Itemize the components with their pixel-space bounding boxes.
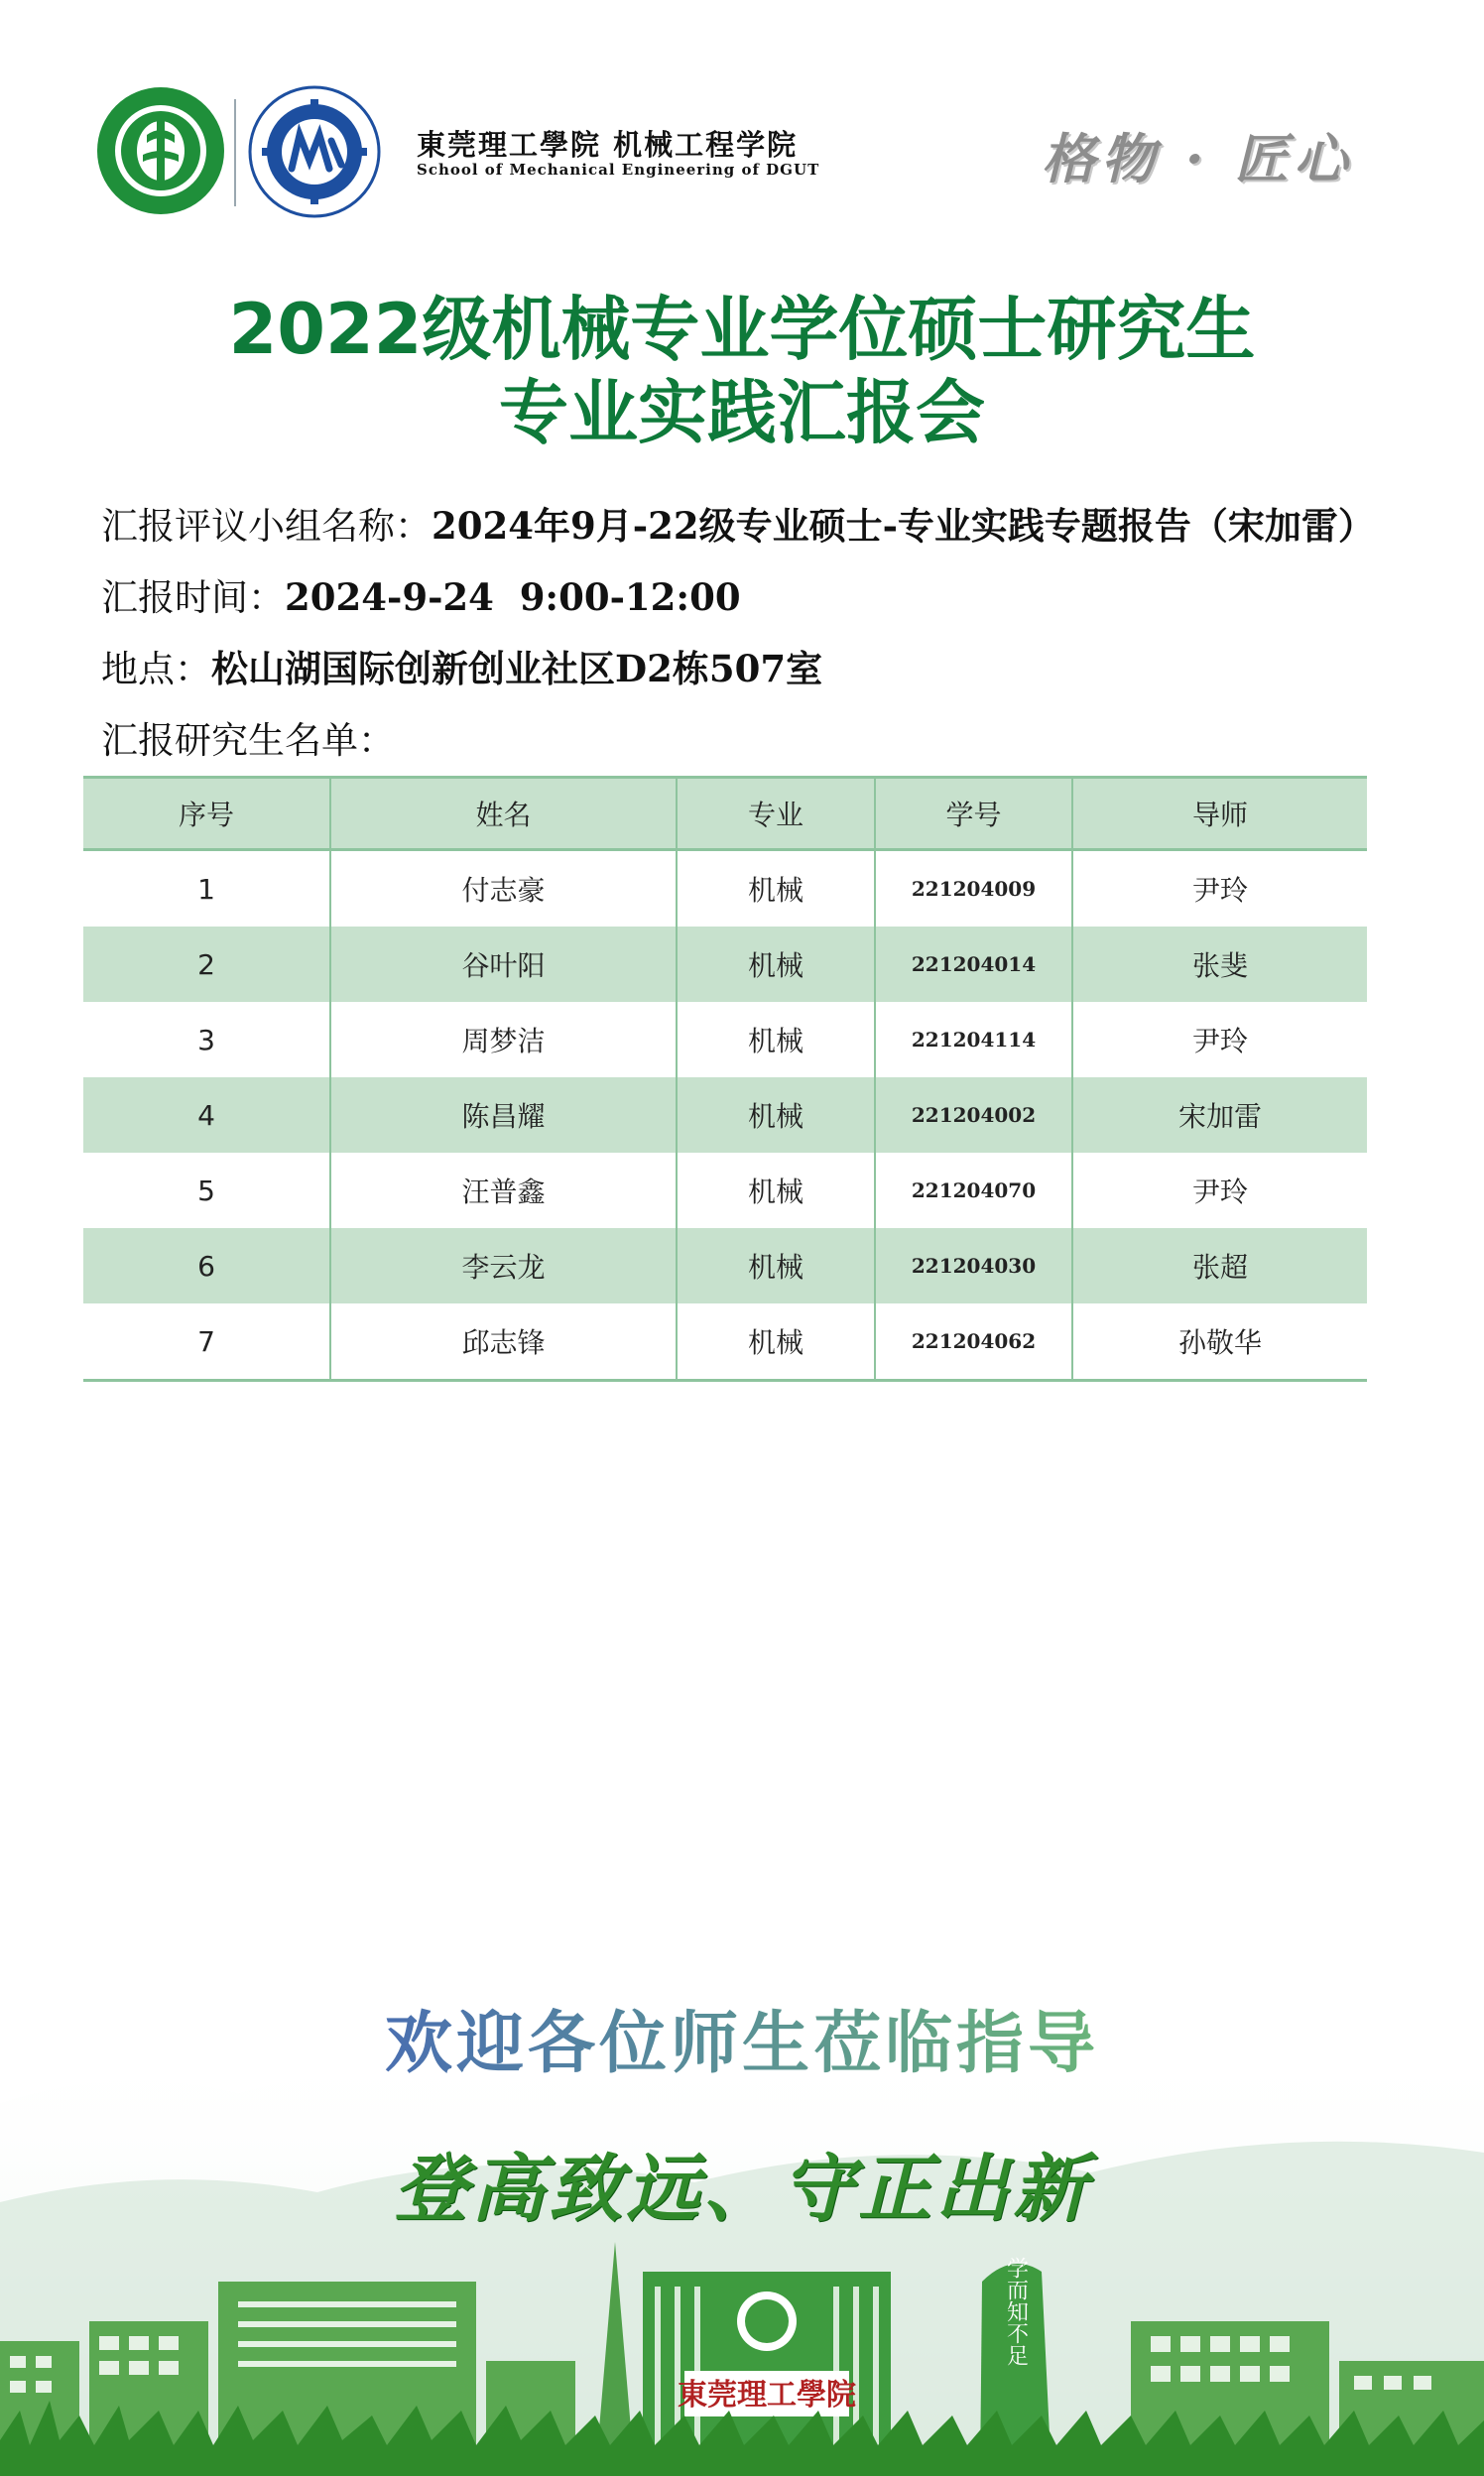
cell-name: 汪普鑫 — [330, 1153, 677, 1228]
table-row — [83, 1228, 1367, 1303]
table-row — [83, 1077, 1367, 1153]
welcome-text: 欢迎各位师生莅临指导 — [384, 2005, 1099, 2083]
cell-major: 机械 — [677, 1303, 875, 1381]
cell-name: 邱志锋 — [330, 1303, 677, 1381]
cell-student-id: 221204070 — [875, 1153, 1072, 1228]
cell-advisor: 尹玲 — [1072, 1002, 1367, 1077]
cell-advisor: 尹玲 — [1072, 850, 1367, 928]
info-list-heading: 汇报研究生名单： — [101, 719, 395, 762]
info-location-label: 地点： — [101, 648, 211, 690]
info-time-label: 汇报时间： — [101, 576, 285, 619]
table-header-row — [83, 778, 1367, 850]
cell-major: 机械 — [677, 1002, 875, 1077]
cell-no: 3 — [83, 1002, 330, 1077]
header-cell-major: 专业 — [677, 778, 875, 850]
page-title-line-1: 2022级机械专业学位硕士研究生 — [228, 289, 1256, 370]
logo-divider — [234, 99, 236, 206]
info-group-name — [101, 496, 1375, 550]
table-row — [83, 1153, 1367, 1228]
header-cell-no: 序号 — [83, 778, 330, 850]
table-row — [83, 1002, 1367, 1077]
school-name-en: School of Mechanical Engineering of DGUT — [417, 161, 820, 179]
cell-major: 机械 — [677, 1153, 875, 1228]
stone-inscription: 学而知不足 — [1003, 2257, 1029, 2366]
welcome-banner — [0, 1990, 1484, 2086]
cell-no: 2 — [83, 927, 330, 1002]
cell-major: 机械 — [677, 850, 875, 928]
cell-major: 机械 — [677, 1077, 875, 1153]
cell-name: 付志豪 — [330, 850, 677, 928]
cell-advisor: 张斐 — [1072, 927, 1367, 1002]
dgut-logo — [95, 85, 226, 216]
header-cell-id: 学号 — [875, 778, 1072, 850]
gate-sign: 東莞理工學院 — [678, 2378, 856, 2413]
cell-no: 5 — [83, 1153, 330, 1228]
cell-no: 7 — [83, 1303, 330, 1381]
cell-name: 李云龙 — [330, 1228, 677, 1303]
cell-name: 周梦洁 — [330, 1002, 677, 1077]
cell-advisor: 孙敬华 — [1072, 1303, 1367, 1381]
header-cell-name: 姓名 — [330, 778, 677, 850]
cell-student-id: 221204014 — [875, 927, 1072, 1002]
table-row — [83, 1303, 1367, 1381]
info-group-label: 汇报评议小组名称： — [101, 505, 432, 548]
header-cell-advisor: 导师 — [1072, 778, 1367, 850]
table-row — [83, 927, 1367, 1002]
cell-major: 机械 — [677, 1228, 875, 1303]
info-location-value: 松山湖国际创新创业社区D2栋507室 — [211, 647, 823, 690]
info-time — [101, 567, 741, 621]
school-name-cn: 東莞理工學院 机械工程学院 — [417, 128, 799, 162]
info-location — [101, 639, 822, 692]
cell-student-id: 221204030 — [875, 1228, 1072, 1303]
info-group-value: 2024年9月-22级专业硕士-专业实践专题报告（宋加雷） — [432, 504, 1375, 548]
cell-major: 机械 — [677, 927, 875, 1002]
cell-student-id: 221204062 — [875, 1303, 1072, 1381]
cell-name: 谷叶阳 — [330, 927, 677, 1002]
cell-name: 陈昌耀 — [330, 1077, 677, 1153]
cell-advisor: 尹玲 — [1072, 1153, 1367, 1228]
footer-motto: 登高致远、守正出新 — [394, 2147, 1090, 2232]
table-row — [83, 850, 1367, 928]
info-time-value: 2024-9-24 9:00-12:00 — [285, 575, 741, 619]
cell-student-id: 221204009 — [875, 850, 1072, 928]
page-title-line-2: 专业实践汇报会 — [499, 372, 985, 453]
cell-student-id: 221204114 — [875, 1002, 1072, 1077]
cell-advisor: 张超 — [1072, 1228, 1367, 1303]
cell-advisor: 宋加雷 — [1072, 1077, 1367, 1153]
header-motto: 格物 · 匠心 — [1042, 127, 1354, 190]
cell-no: 4 — [83, 1077, 330, 1153]
mechanical-school-logo — [248, 85, 381, 218]
cell-student-id: 221204002 — [875, 1077, 1072, 1153]
cell-no: 6 — [83, 1228, 330, 1303]
cell-no: 1 — [83, 850, 330, 928]
student-table — [83, 776, 1367, 1382]
